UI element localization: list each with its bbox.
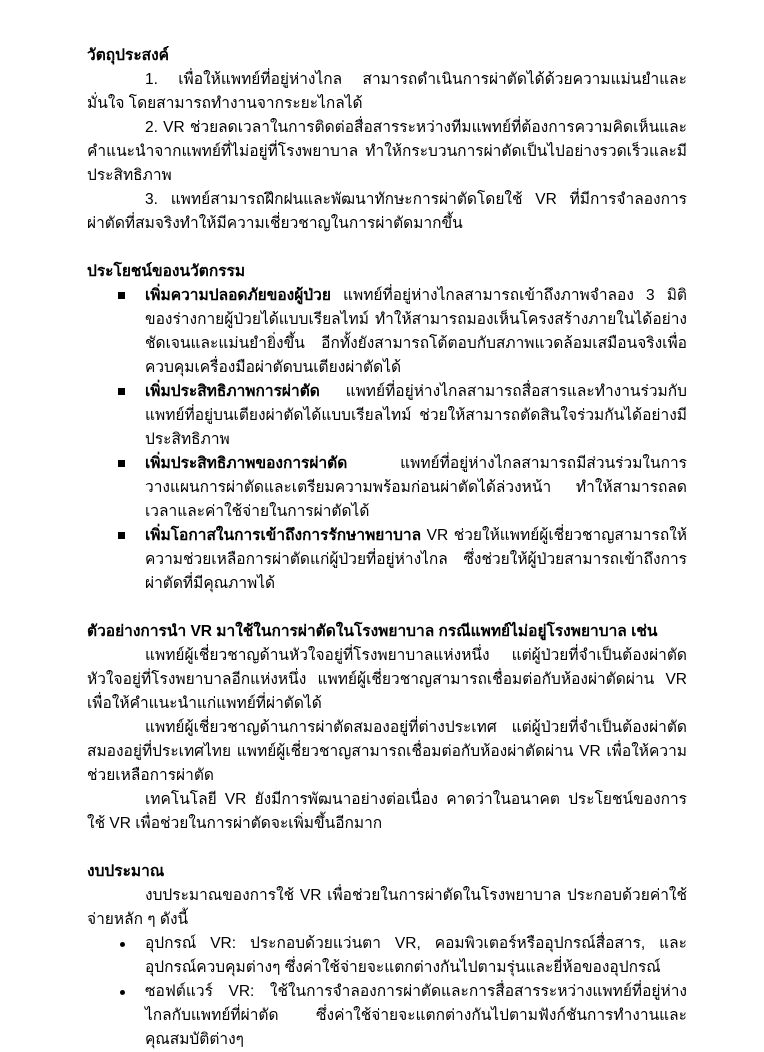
spacer <box>87 236 687 260</box>
objective-item-3: 3. แพทย์สามารถฝึกฝนและพัฒนาทักษะการผ่าตัดโดยใช้ VR ที่มีการจำลองการผ่าตัดที่สมจริงทำให้มีความเชี่ยวชาญในการผ่าตัดมากขึ้น <box>87 191 687 232</box>
budget-item: ซอฟต์แวร์ VR: ใช้ในการจำลองการผ่าตัดและการสื่อสารระหว่างแพทย์ที่อยู่ห่างไกลกับแพทย์ที่ผ่าตัด ซึ่งค่าใช้จ่ายจะแตกต่างกันไปตามฟังก์ชันการทำงานและคุณสมบัติต่างๆ <box>87 980 687 1052</box>
benefit-title: เพิ่มความปลอดภัยของผู้ป่วย <box>145 287 331 304</box>
benefit-item <box>87 452 687 524</box>
budget-intro: งบประมาณของการใช้ VR เพื่อช่วยในการผ่าตัดในโรงพยาบาล ประกอบด้วยค่าใช้จ่ายหลัก ๆ ดังนี้ <box>87 887 687 928</box>
document-page <box>87 44 687 1052</box>
objectives-heading: วัตถุประสงค์ <box>87 47 170 64</box>
objective-item-1: 1. เพื่อให้แพทย์ที่อยู่ห่างไกล สามารถดำเนินการผ่าตัดได้ด้วยความแม่นยำและมั่นใจ โดยสามารถทำงานจากระยะไกลได้ <box>87 71 687 112</box>
example-paragraph-1: แพทย์ผู้เชี่ยวชาญด้านหัวใจอยู่ที่โรงพยาบาลแห่งหนึ่ง แต่ผู้ป่วยที่จำเป็นต้องผ่าตัดหัวใจอยู่ที่โรงพยาบาลอีกแห่งหนึ่ง แพทย์ผู้เชี่ยวชาญสามารถเชื่อมต่อกับห้องผ่าตัดผ่าน VR เพื่อให้คำแนะนำแก่แพทย์ที่ผ่าตัดได้ <box>87 647 687 712</box>
benefit-title: เพิ่มโอกาสในการเข้าถึงการรักษาพยาบาล <box>145 527 422 544</box>
benefits-heading: ประโยชน์ของนวัตกรรม <box>87 263 246 280</box>
budget-list <box>87 932 687 1052</box>
benefit-text: VR ช่วยให้แพทย์ผู้เชี่ยวชาญสามารถให้ความช่วยเหลือการผ่าตัดแก่ผู้ป่วยที่อยู่ห่างไกล ซึ่งช่วยให้ผู้ป่วยสามารถเข้าถึงการผ่าตัดที่มีคุณภาพได้ <box>145 527 687 592</box>
example-paragraph-3: เทคโนโลยี VR ยังมีการพัฒนาอย่างต่อเนื่อง คาดว่าในอนาคต ประโยชน์ของการใช้ VR เพื่อช่วยในการผ่าตัดจะเพิ่มขึ้นอีกมาก <box>87 791 687 832</box>
spacer <box>87 836 687 860</box>
spacer <box>87 596 687 620</box>
benefit-title: เพิ่มประสิทธิภาพของการผ่าตัด <box>145 455 348 472</box>
benefit-item <box>87 524 687 596</box>
budget-item: อุปกรณ์ VR: ประกอบด้วยแว่นตา VR, คอมพิวเตอร์หรืออุปกรณ์สื่อสาร, และอุปกรณ์ควบคุมต่างๆ ซึ่งค่าใช้จ่ายจะแตกต่างกันไปตามรุ่นและยี่ห้อของอุปกรณ์ <box>87 932 687 980</box>
benefit-item <box>87 284 687 380</box>
objective-item-2: 2. VR ช่วยลดเวลาในการติดต่อสื่อสารระหว่างทีมแพทย์ที่ต้องการความคิดเห็นและคำแนะนำจากแพทย์ที่ไม่อยู่ที่โรงพยาบาล ทำให้กระบวนการผ่าตัดเป็นไปอย่างรวดเร็วและมีประสิทธิภาพ <box>87 119 687 184</box>
examples-heading: ตัวอย่างการนำ VR มาใช้ในการผ่าตัดในโรงพยาบาล กรณีแพทย์ไม่อยู่โรงพยาบาล เช่น <box>87 623 658 640</box>
example-paragraph-2: แพทย์ผู้เชี่ยวชาญด้านการผ่าตัดสมองอยู่ที่ต่างประเทศ แต่ผู้ป่วยที่จำเป็นต้องผ่าตัดสมองอยู่ที่ประเทศไทย แพทย์ผู้เชี่ยวชาญสามารถเชื่อมต่อกับห้องผ่าตัดผ่าน VR เพื่อให้ความช่วยเหลือการผ่าตัด <box>87 719 687 784</box>
budget-heading: งบประมาณ <box>87 863 165 880</box>
benefit-text: แพทย์ที่อยู่ห่างไกลสามารถมีส่วนร่วมในการวางแผนการผ่าตัดและเตรียมความพร้อมก่อนผ่าตัดได้ล่วงหน้า ทำให้สามารถลดเวลาและค่าใช้จ่ายในการผ่าตัดได้ <box>145 455 687 520</box>
benefit-text: แพทย์ที่อยู่ห่างไกลสามารถเข้าถึงภาพจำลอง 3 มิติของร่างกายผู้ป่วยได้แบบเรียลไทม์ ทำให้สามารถมองเห็นโครงสร้างภายในได้อย่างชัดเจนและแม่นยำยิ่งขึ้น อีกทั้งยังสามารถโต้ตอบกับสภาพแวดล้อมเสมือนจริงเพื่อควบคุมเครื่องมือผ่าตัดบนเตียงผ่าตัดได้ <box>145 287 687 376</box>
benefits-list <box>87 284 687 596</box>
benefit-title: เพิ่มประสิทธิภาพการผ่าตัด <box>145 383 320 400</box>
benefit-text: แพทย์ที่อยู่ห่างไกลสามารถสื่อสารและทำงานร่วมกับแพทย์ที่อยู่บนเตียงผ่าตัดได้แบบเรียลไทม์ ช่วยให้สามารถตัดสินใจร่วมกันได้อย่างมีประสิทธิภาพ <box>145 383 687 448</box>
benefit-item <box>87 380 687 452</box>
